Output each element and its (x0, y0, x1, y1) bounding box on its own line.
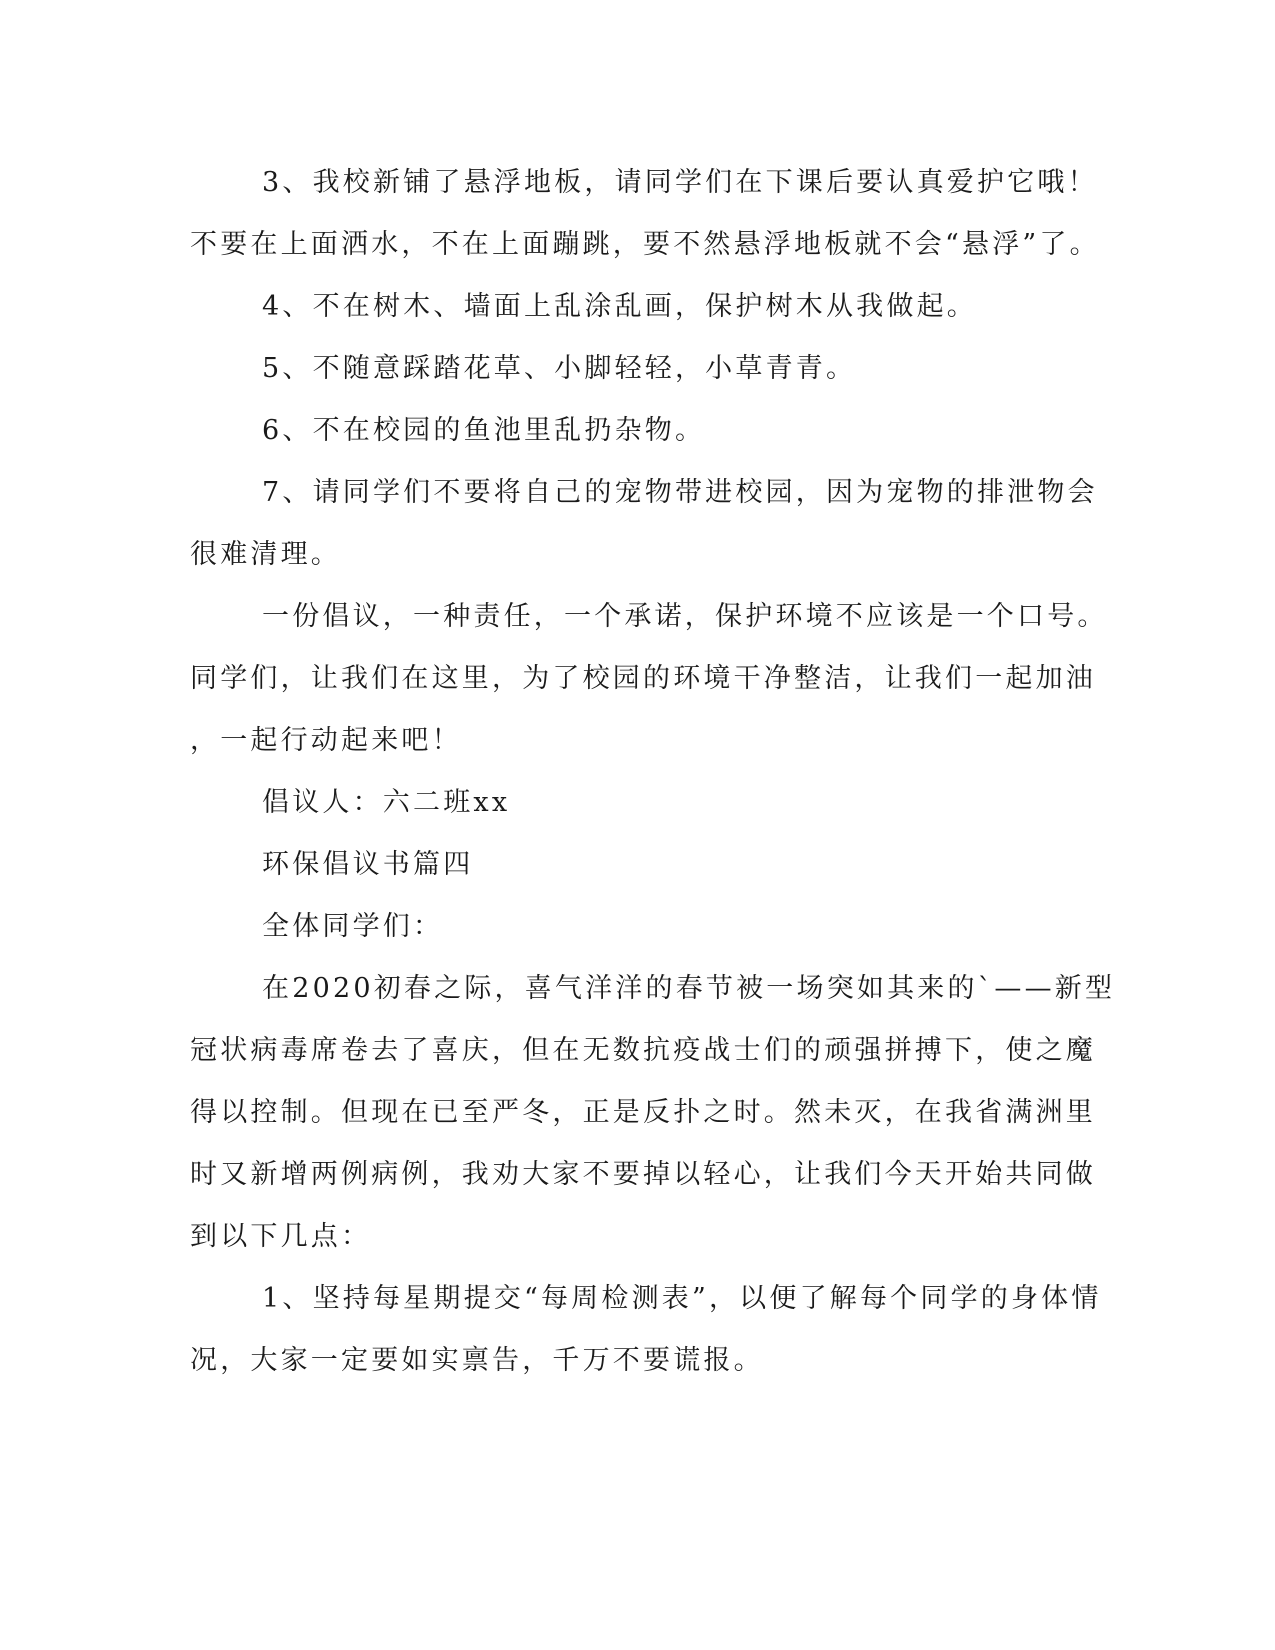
salutation: 全体同学们： (262, 911, 444, 942)
text-line: 到以下几点： (190, 1221, 372, 1252)
text-line: 得以控制。但现在已至严冬，正是反扑之时。然未灭，在我省满洲里 (190, 1097, 1096, 1128)
text-line: 5、不随意踩踏花草、小脚轻轻，小草青青。 (262, 353, 857, 384)
text-line: 冠状病毒席卷去了喜庆，但在无数抗疫战士们的顽强拼搏下，使之魔 (190, 1035, 1096, 1066)
document-body (190, 152, 1116, 1392)
text-line: 7、请同学们不要将自己的宠物带进校园，因为宠物的排泄物会 (262, 477, 1098, 508)
text-line: 很难清理。 (190, 539, 341, 570)
text-line: 1、坚持每星期提交“每周检测表”，以便了解每个同学的身体情 (262, 1283, 1102, 1314)
text-line: ，一起行动起来吧！ (190, 725, 462, 756)
text-line: 3、我校新铺了悬浮地板，请同学们在下课后要认真爱护它哦！ (262, 167, 1098, 198)
text-line: 不要在上面洒水，不在上面蹦跳，要不然悬浮地板就不会“悬浮”了。 (190, 229, 1100, 260)
text-line: 4、不在树木、墙面上乱涂乱画，保护树木从我做起。 (262, 291, 977, 322)
text-line: 时又新增两例病例，我劝大家不要掉以轻心，让我们今天开始共同做 (190, 1159, 1096, 1190)
text-line: 况，大家一定要如实禀告，千万不要谎报。 (190, 1345, 764, 1376)
signature-line: 倡议人：六二班xx (262, 787, 511, 818)
section-heading: 环保倡议书篇四 (262, 849, 474, 880)
text-line: 在2020初春之际，喜气洋洋的春节被一场突如其来的`——新型 (262, 973, 1116, 1004)
text-line: 6、不在校园的鱼池里乱扔杂物。 (262, 415, 706, 446)
text-line: 同学们，让我们在这里，为了校园的环境干净整洁，让我们一起加油 (190, 663, 1096, 694)
text-line: 一份倡议，一种责任，一个承诺，保护环境不应该是一个口号。 (262, 601, 1108, 632)
